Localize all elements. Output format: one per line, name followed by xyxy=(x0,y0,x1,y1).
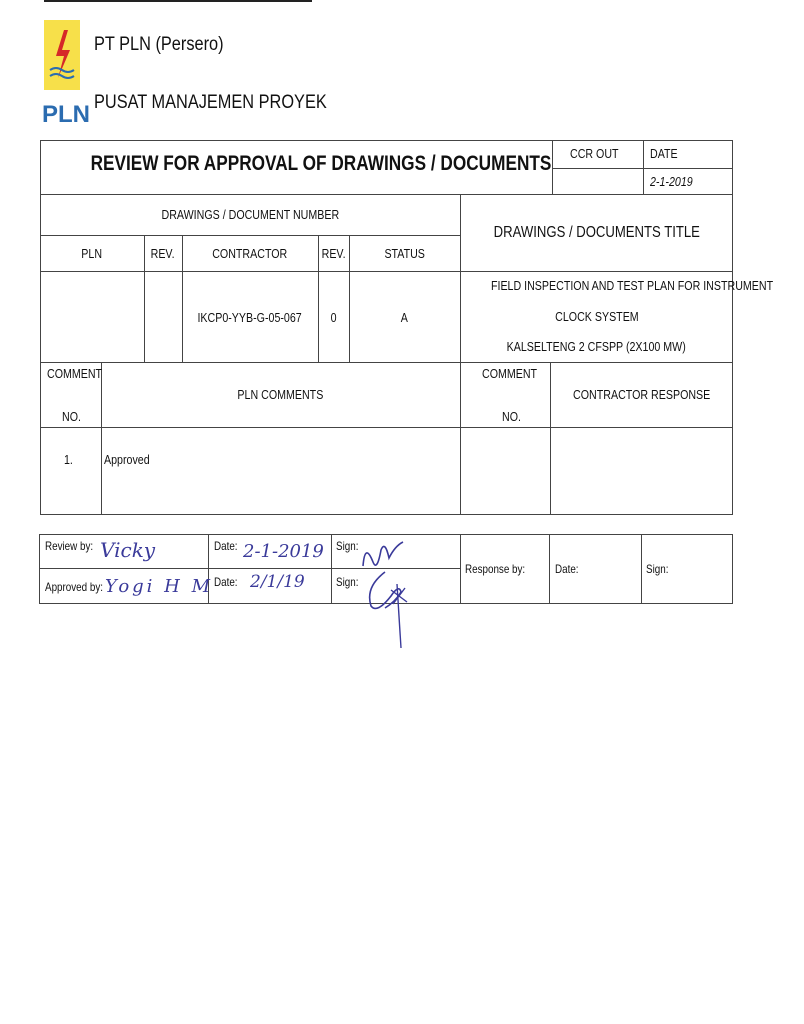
contractor-response-label: CONTRACTOR RESPONSE xyxy=(572,387,711,402)
response-sign-label: Sign: xyxy=(646,562,669,576)
col-contractor: CONTRACTOR xyxy=(212,246,288,261)
review-by-value: Vicky xyxy=(100,538,156,562)
form-title: REVIEW FOR APPROVAL OF DRAWINGS / DOCUMENTS xyxy=(90,152,552,175)
doc-title-line3: KALSELTENG 2 CFSPP (2X100 MW) xyxy=(506,339,687,354)
comment-no-label: NO. xyxy=(62,409,81,424)
col-pln: PLN xyxy=(81,246,103,261)
date-label: DATE xyxy=(650,146,678,161)
approved-sign-label: Sign: xyxy=(336,575,359,589)
division-name: PUSAT MANAJEMEN PROYEK xyxy=(94,92,327,113)
approved-date-label: Date: xyxy=(214,575,238,589)
cell-rev1 xyxy=(144,310,182,325)
comment-label: COMMENT xyxy=(47,366,103,381)
comment-no-label-right: NO. xyxy=(502,409,521,424)
response-by-label: Response by: xyxy=(465,562,526,576)
review-by-label: Review by: xyxy=(45,539,94,553)
ccr-out-label: CCR OUT xyxy=(570,146,619,161)
review-sign-label: Sign: xyxy=(336,539,359,553)
company-name: PT PLN (Persero) xyxy=(94,34,224,55)
doc-title-line2: CLOCK SYSTEM xyxy=(554,309,639,324)
col-status: STATUS xyxy=(384,246,425,261)
col-rev1: REV. xyxy=(151,246,175,261)
pln-logo xyxy=(42,16,90,128)
handwritten-signature xyxy=(355,532,415,652)
approved-date-value: 2/1/19 xyxy=(250,572,305,592)
response-date-label: Date: xyxy=(555,562,579,576)
cell-rev2: 0 xyxy=(330,310,337,325)
cell-contractor: IKCP0-YYB-G-05-067 xyxy=(197,310,303,325)
logo-text: PLN xyxy=(42,101,90,128)
date-value: 2-1-2019 xyxy=(650,174,693,189)
comment-label-right: COMMENT xyxy=(482,366,538,381)
pln-comments-label: PLN COMMENTS xyxy=(237,387,324,402)
review-date-value: 2-1-2019 xyxy=(243,541,324,562)
comment-text: Approved xyxy=(104,452,150,467)
approved-by-label: Approved by: xyxy=(45,580,103,594)
top-rule xyxy=(44,0,312,2)
approved-by-value: Yogi H M xyxy=(105,576,214,597)
doc-title-label: DRAWINGS / DOCUMENTS TITLE xyxy=(493,224,700,241)
cell-status: A xyxy=(400,310,409,325)
doc-title-line1: FIELD INSPECTION AND TEST PLAN FOR INSTRUMENT xyxy=(490,278,774,293)
comment-no: 1. xyxy=(64,452,73,467)
review-date-label: Date: xyxy=(214,539,238,553)
doc-number-group-label: DRAWINGS / DOCUMENT NUMBER xyxy=(161,207,339,222)
cell-pln xyxy=(40,310,144,325)
col-rev2: REV. xyxy=(321,246,346,261)
